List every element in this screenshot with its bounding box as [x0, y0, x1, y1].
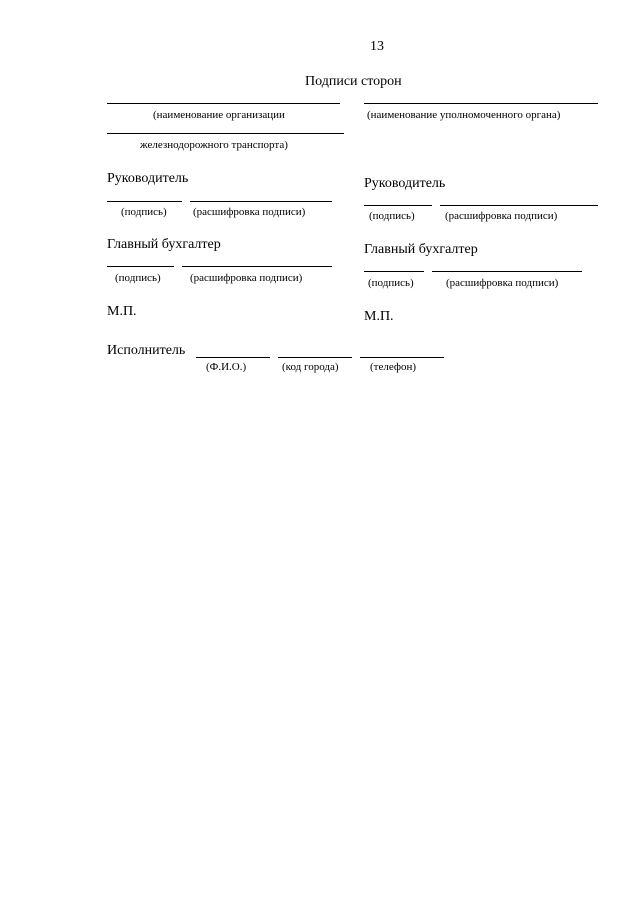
left-org-caption-2: железнодорожного транспорта)	[140, 139, 288, 151]
left-head-signature-line	[107, 201, 182, 202]
right-head-decoding-caption: (расшифровка подписи)	[445, 210, 558, 222]
executor-name-line	[196, 357, 270, 358]
left-head-signature-caption: (подпись)	[121, 206, 167, 218]
left-accountant-signature-caption: (подпись)	[115, 272, 161, 284]
executor-city-code-line	[278, 357, 352, 358]
right-head-label: Руководитель	[364, 176, 446, 191]
left-accountant-decoding-caption: (расшифровка подписи)	[190, 272, 303, 284]
document-title: Подписи сторон	[305, 74, 402, 89]
executor-phone-caption: (телефон)	[370, 361, 417, 373]
left-org-line	[107, 103, 340, 104]
executor-phone-line	[360, 357, 444, 358]
left-org-caption-1: (наименование организации	[153, 109, 285, 121]
right-head-decoding-line	[440, 205, 598, 206]
page-number: 13	[370, 39, 384, 54]
executor-label: Исполнитель	[107, 343, 186, 358]
right-accountant-signature-caption: (подпись)	[368, 277, 414, 289]
left-head-decoding-caption: (расшифровка подписи)	[193, 206, 306, 218]
right-accountant-signature-line	[364, 271, 424, 272]
right-seal-label: М.П.	[364, 309, 394, 324]
right-accountant-decoding-line	[432, 271, 582, 272]
left-seal-label: М.П.	[107, 304, 137, 319]
left-head-decoding-line	[190, 201, 332, 202]
left-accountant-signature-line	[107, 266, 174, 267]
right-accountant-label: Главный бухгалтер	[364, 242, 478, 257]
left-accountant-label: Главный бухгалтер	[107, 237, 221, 252]
left-accountant-decoding-line	[182, 266, 332, 267]
right-head-signature-line	[364, 205, 432, 206]
right-head-signature-caption: (подпись)	[369, 210, 415, 222]
executor-city-code-caption: (код города)	[282, 361, 339, 373]
left-head-label: Руководитель	[107, 171, 189, 186]
right-org-line	[364, 103, 598, 104]
left-org-line-2	[107, 133, 344, 134]
right-accountant-decoding-caption: (расшифровка подписи)	[446, 277, 559, 289]
right-org-caption: (наименование уполномоченного органа)	[367, 109, 561, 121]
executor-name-caption: (Ф.И.О.)	[206, 361, 247, 373]
